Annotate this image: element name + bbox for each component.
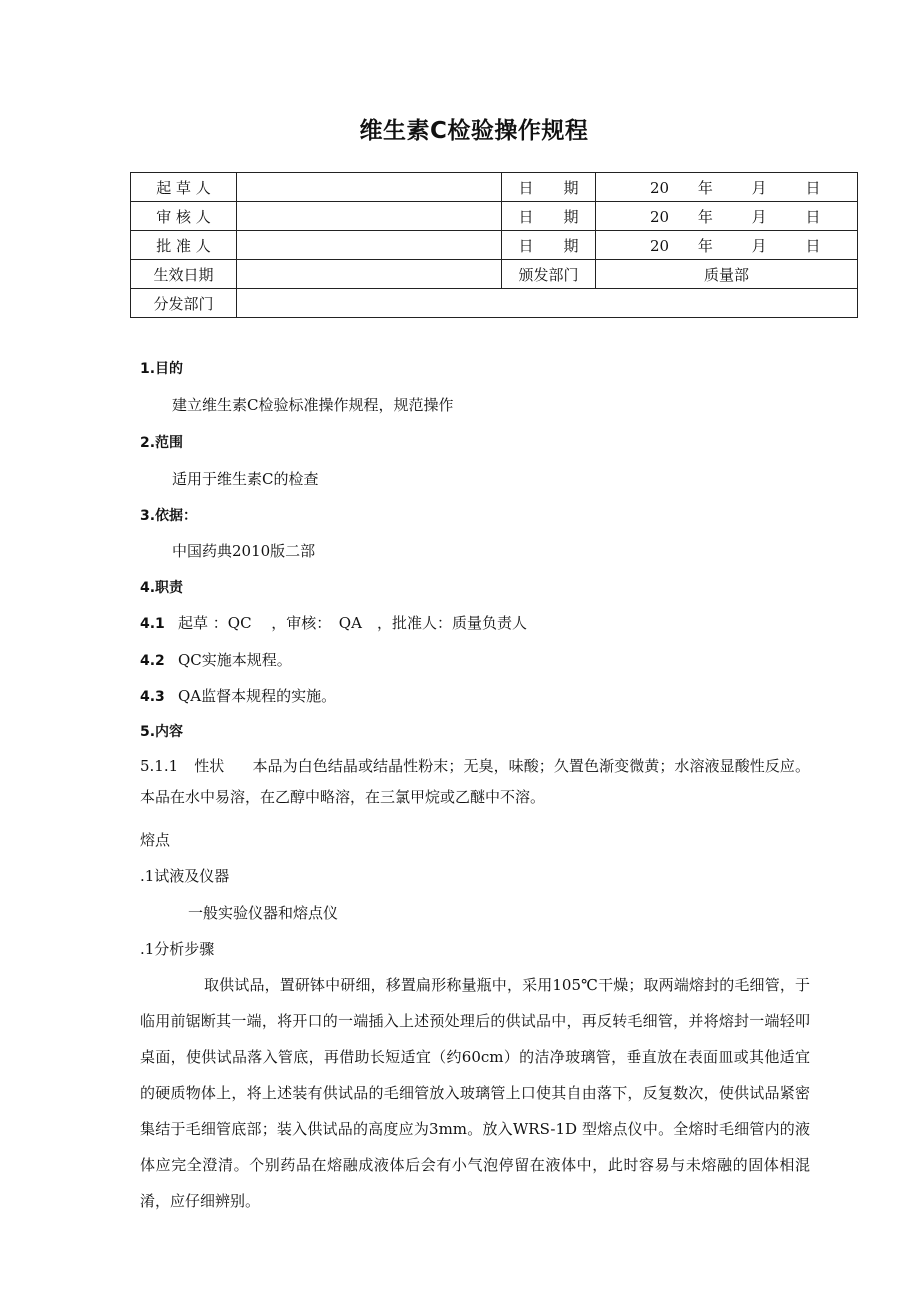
approver-value [237,231,502,260]
date-label: 日 期 [502,202,596,231]
item-text: 起草 ：QC ，审核： QA ，批准人：质量负责人 [178,614,527,632]
table-row [131,173,858,202]
section-text: 中国药典2010版二部 [172,542,316,560]
clause-text: 本品为白色结晶或结晶性粉末；无臭，味酸；久置色渐变微黄；水溶液显酸性反应。本品在水中易溶，在乙醇中略溶，在三氯甲烷或乙醚中不溶。 [140,757,810,806]
procedure-paragraph: 取供试品，置研钵中研细，移置扁形称量瓶中，采用105℃干燥；取两端熔封的毛细管，于临用前锯断其一端，将开口的一端插入上述预处理后的供试品中，再反转毛细管，并将熔封一端轻叩桌面，使供试品落入管底，再借助长短适宜（约60cm）的洁净玻璃管，垂直放在表面皿或其他适宜的硬质物体上，将上述装有供试品的毛细管放入玻璃管上口使其自由落下，反复数次，使供试品紧密集结于毛细管底部；装入供试品的高度应为3mm。放入WRS-1D 型熔点仪中。全熔时毛细管内的液体应完全澄清。个别药品在熔融成液体后会有小气泡停留在液体中，此时容易与未熔融的固体相混淆，应仔细辨别。 [140,976,810,1210]
drafter-value [237,173,502,202]
subsection-text: 一般实验仪器和熔点仪 [188,904,339,922]
list-item [140,612,527,633]
date-value: 20 年 月 日 [596,173,858,202]
item-text: QA监督本规程的实施。 [178,687,337,705]
date-value: 20 年 月 日 [596,231,858,260]
effective-date-value [237,260,502,289]
section-heading: 5.内容 [140,724,184,740]
clause-number: 5.1.1 [140,757,179,775]
item-number: 4.3 [140,689,165,705]
table-row [131,260,858,289]
table-row [131,202,858,231]
table-row [131,289,858,318]
item-number: 4.2 [140,653,165,669]
table-row [131,231,858,260]
date-value: 20 年 月 日 [596,202,858,231]
section-text: 适用于维生素C的检查 [172,470,319,488]
item-text: QC实施本规程。 [178,651,292,669]
property-paragraph [140,751,810,813]
section-heading: 3.依据： [140,508,198,524]
subsection-title: 熔点 [140,831,171,849]
date-label: 日 期 [502,173,596,202]
section-heading: 1.目的 [140,361,184,377]
reviewer-value [237,202,502,231]
section-heading: 4.职责 [140,580,184,596]
approval-table [130,172,858,318]
subsection-title: .1分析步骤 [140,940,215,958]
distribution-dept-label: 分发部门 [131,289,237,318]
section-text: 建立维生素C检验标准操作规程，规范操作 [172,396,454,414]
list-item [140,685,336,706]
reviewer-label: 审 核 人 [131,202,237,231]
approver-label: 批 准 人 [131,231,237,260]
subsection-title: .1试液及仪器 [140,867,230,885]
issuing-dept-label: 颁发部门 [502,260,596,289]
issuing-dept-value: 质量部 [596,260,858,289]
distribution-dept-value [237,289,858,318]
item-number: 4.1 [140,616,165,632]
clause-label: 性状 [194,757,225,775]
date-label: 日 期 [502,231,596,260]
drafter-label: 起 草 人 [131,173,237,202]
document-title: 维生素C检验操作规程 [359,118,589,144]
section-heading: 2.范围 [140,435,184,451]
list-item [140,649,292,670]
effective-date-label: 生效日期 [131,260,237,289]
